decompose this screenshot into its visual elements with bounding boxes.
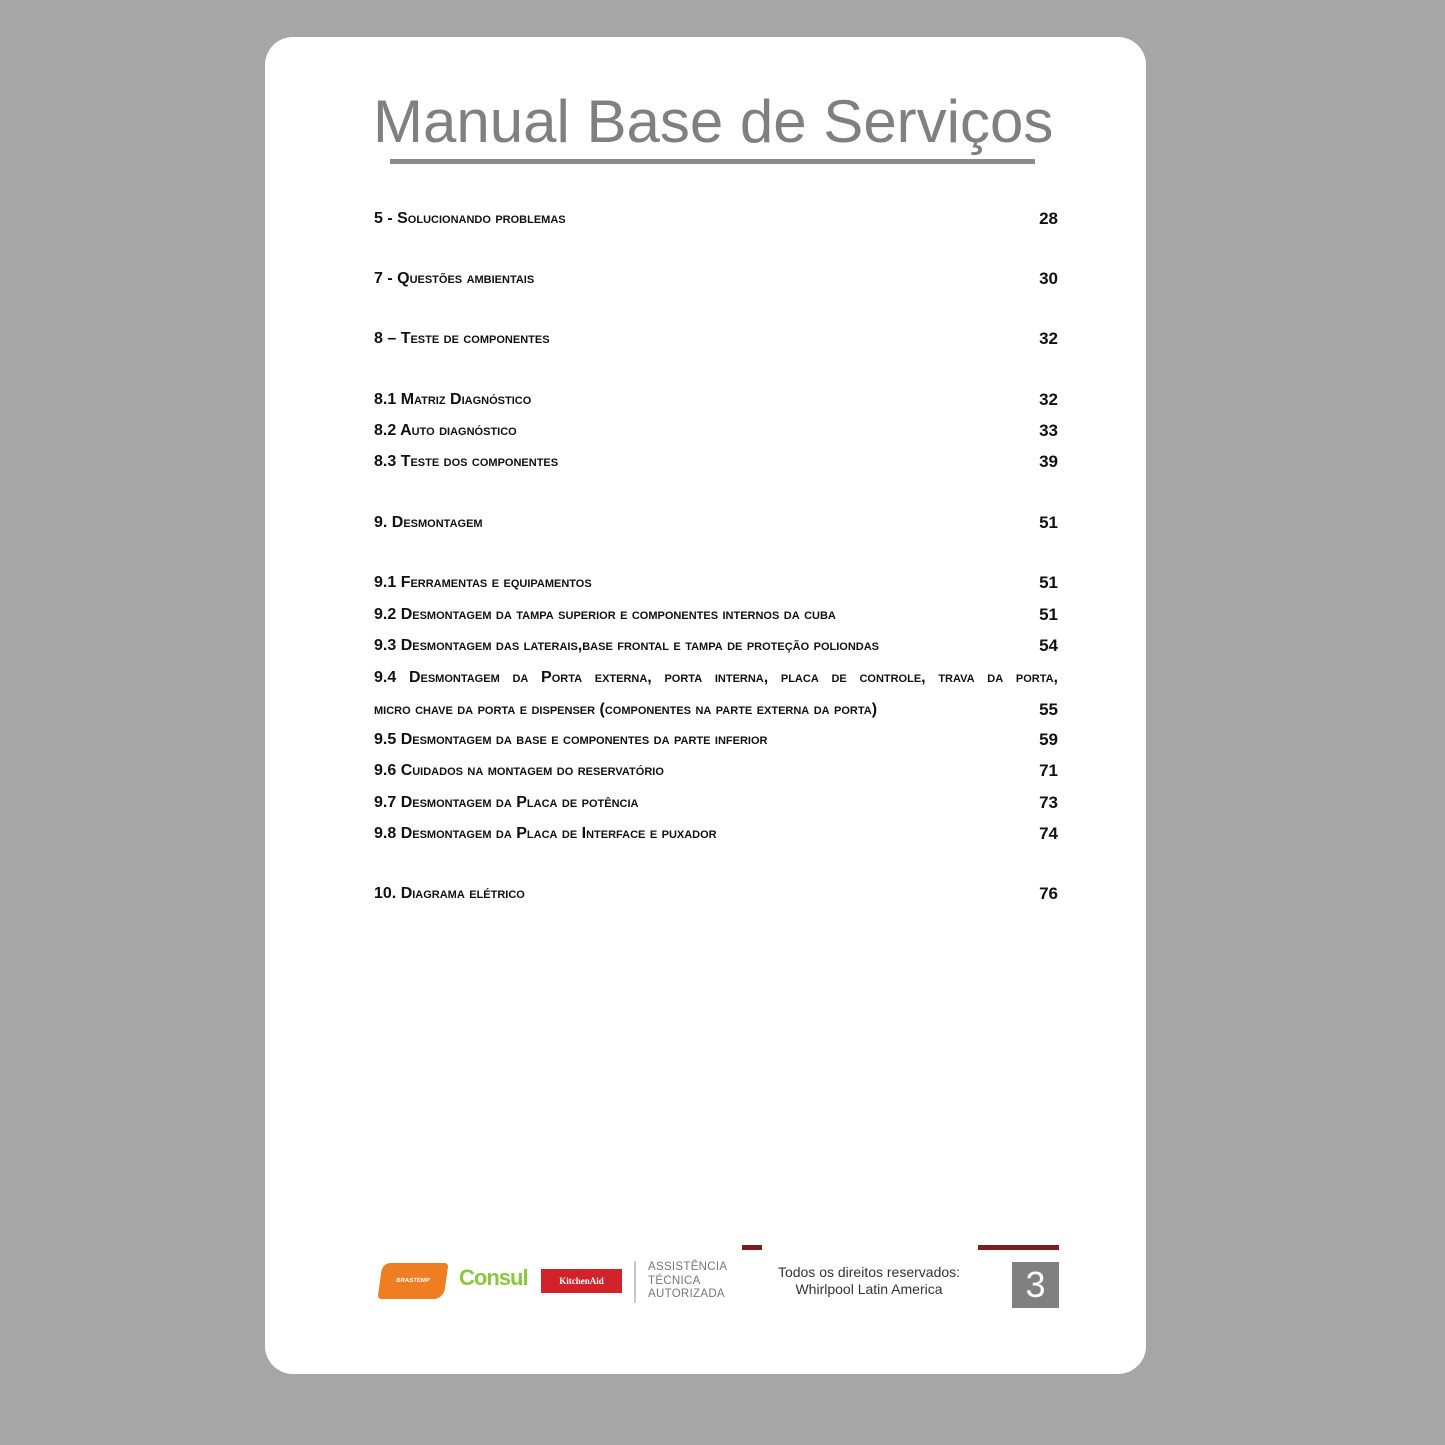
toc-entry-label: 9.6 Cuidados na montagem do reservatório (374, 762, 664, 779)
toc-entry-label: 8 – Teste de componentes (374, 330, 550, 347)
footer-accent-bar (742, 1245, 762, 1250)
toc-entry[interactable] (374, 207, 1058, 231)
toc-entry-label: 9.4 Desmontagem da Porta externa, porta interna, placa de controle, trava da porta, (374, 669, 1058, 686)
toc-entry-page: 71 (1039, 761, 1058, 780)
toc-entry[interactable] (374, 698, 1058, 722)
toc-entry-page: 39 (1039, 452, 1058, 471)
toc-entry[interactable] (374, 267, 1058, 291)
toc-entry-label: 8.1 Matriz Diagnóstico (374, 391, 532, 408)
assist-line-2: TÉCNICA (648, 1274, 701, 1287)
rights-line-1: Todos os direitos reservados: (777, 1264, 961, 1280)
footer-divider (634, 1261, 636, 1303)
toc-entry-label: 9.3 Desmontagem das laterais,base frontal e tampa de proteção poliondas (374, 637, 880, 654)
toc-entry-label: 9.1 Ferramentas e equipamentos (374, 574, 592, 591)
footer-accent-bar (978, 1245, 1059, 1250)
toc-entry-label: 9.2 Desmontagem da tampa superior e componentes internos da cuba (374, 606, 836, 623)
toc-entry-page: 59 (1039, 730, 1058, 749)
toc-entry[interactable] (374, 759, 1058, 783)
toc-entry[interactable] (374, 571, 1058, 595)
toc-entry-page: 76 (1039, 884, 1058, 903)
toc-entry-label: 9.8 Desmontagem da Placa de Interface e puxador (374, 825, 717, 842)
toc-entry-label: micro chave da porta e dispenser (componentes na parte externa da porta) (374, 701, 878, 718)
toc-entry[interactable] (374, 419, 1058, 443)
toc-entry-page: 55 (1039, 700, 1058, 719)
toc-entry-label: 7 - Questões ambientais (374, 270, 535, 287)
rights-notice (771, 1264, 967, 1298)
toc-entry[interactable] (374, 388, 1058, 412)
toc-entry[interactable] (374, 791, 1058, 815)
toc-entry-page: 28 (1039, 209, 1058, 228)
toc-entry[interactable] (374, 511, 1058, 535)
toc-entry[interactable] (374, 666, 1058, 690)
toc-entry[interactable] (374, 882, 1058, 906)
toc-entry-label: 9.7 Desmontagem da Placa de potência (374, 794, 639, 811)
toc-entry-page: 51 (1039, 513, 1058, 532)
toc-entry[interactable] (374, 327, 1058, 351)
assist-line-3: AUTORIZADA (648, 1288, 725, 1300)
toc-entry-page: 30 (1039, 269, 1058, 288)
toc-entry-page: 74 (1039, 824, 1058, 843)
toc-entry-label: 8.3 Teste dos componentes (374, 453, 559, 470)
assist-line-1: ASSISTÊNCIA (648, 1261, 728, 1273)
page-number: 3 (1012, 1262, 1059, 1308)
manual-page (265, 37, 1146, 1374)
toc-entry-page: 54 (1039, 636, 1058, 655)
toc-entry-page: 33 (1039, 421, 1058, 440)
toc-entry-page: 32 (1039, 390, 1058, 409)
toc-entry[interactable] (374, 603, 1058, 627)
rights-line-2: Whirlpool Latin America (795, 1281, 943, 1297)
toc-entry-page: 73 (1039, 793, 1058, 812)
toc-entry-label: 5 - Solucionando problemas (374, 210, 566, 227)
toc-entry-label: 8.2 Auto diagnóstico (374, 422, 517, 439)
title-underline (390, 159, 1035, 164)
toc-entry-label: 9.5 Desmontagem da base e componentes da parte inferior (374, 731, 768, 748)
brastemp-logo: BRASTEMP (377, 1263, 448, 1299)
toc-entry-page: 51 (1039, 573, 1058, 592)
consul-logo: Consul (459, 1265, 528, 1290)
toc-entry-label: 9. Desmontagem (374, 514, 483, 531)
toc-entry[interactable] (374, 822, 1058, 846)
authorized-assistance-label (648, 1261, 727, 1302)
kitchenaid-logo: KitchenAid (541, 1269, 622, 1293)
toc-entry[interactable] (374, 728, 1058, 752)
toc-entry-page: 51 (1039, 605, 1058, 624)
toc-entry[interactable] (374, 634, 1058, 658)
toc-entry-label: 10. Diagrama elétrico (374, 885, 525, 902)
toc-entry-page: 32 (1039, 329, 1058, 348)
page-title: Manual Base de Serviços (373, 88, 1054, 155)
toc-entry[interactable] (374, 450, 1058, 474)
